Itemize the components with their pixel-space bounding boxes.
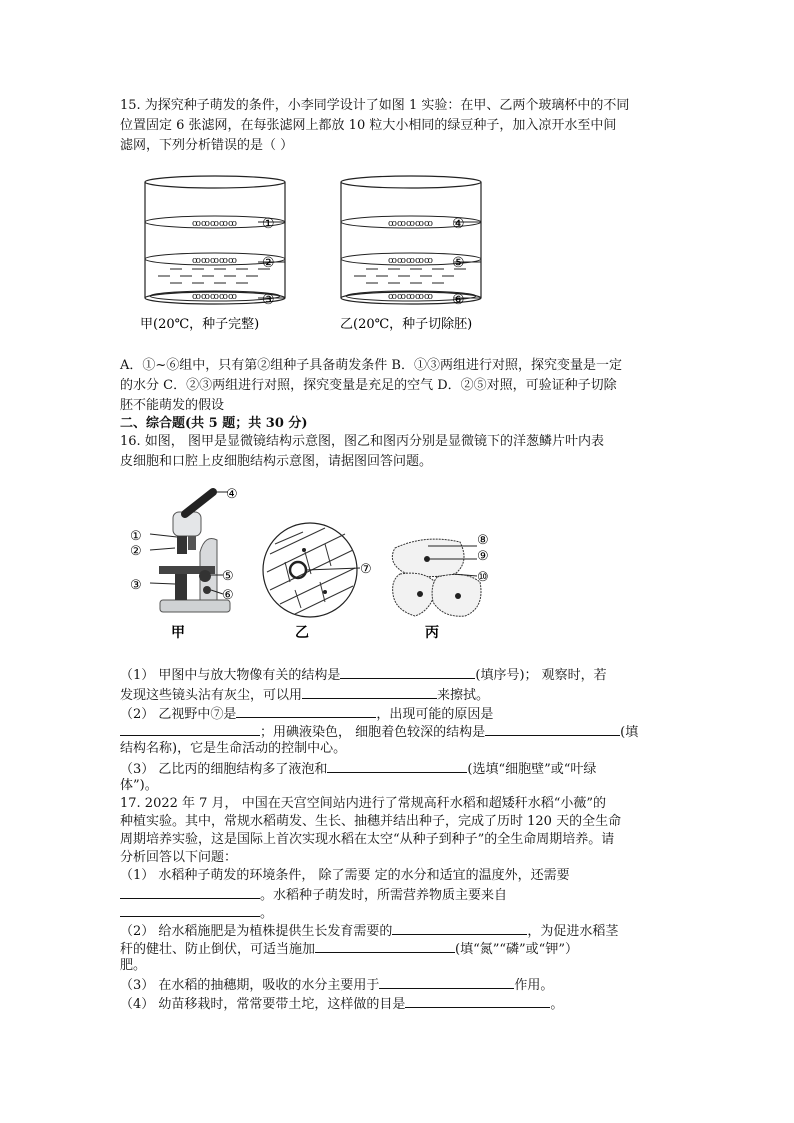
answer-blank-11[interactable]: [379, 974, 514, 989]
svg-text:ꝏꝏꝏꝏꝏ: ꝏꝏꝏꝏꝏ: [388, 256, 433, 266]
marker-q16-6: ⑥: [222, 588, 234, 603]
q17-sub1-mid: 。水稻种子萌发时，所需营养物质主要来自: [260, 888, 508, 903]
answer-blank-10[interactable]: [315, 938, 455, 953]
q16-sub2-line-3: 结构名称)，它是生命活动的控制中心。: [120, 741, 347, 756]
cup-b: [341, 176, 481, 304]
q17-sub2-cont: 秆的健壮、防止倒伏，可适当施加: [120, 942, 316, 957]
q17-sub4-end: 。: [550, 997, 564, 1012]
answer-blank-1[interactable]: [340, 664, 475, 679]
marker-4: ④: [452, 216, 465, 232]
q16-sub3-line-1: [120, 758, 596, 780]
q16-sub1-prompt: （1） 甲图中与放大物像有关的结构是: [120, 668, 341, 683]
q17-stem-line-2: 种植实验。其中，常规水稻萌发、生长、抽穗并结出种子，完成了历时 120 天的全生命: [120, 814, 622, 829]
svg-text:ꝏꝏꝏꝏꝏ: ꝏꝏꝏꝏꝏ: [192, 256, 237, 266]
q17-stem-line-1: 17. 2022 年 7 月， 中国在天宫空间站内进行了常规高秆水稻和超矮秆水稻“小薇”的: [120, 796, 606, 811]
marker-q16-5: ⑤: [222, 569, 234, 584]
q16-sub2-tail: (填: [620, 725, 639, 740]
marker-3: ③: [262, 292, 275, 308]
q17-sub2-tail: (填“氮”“磷”或“钾”）: [455, 942, 578, 957]
marker-5: ⑤: [452, 255, 465, 271]
answer-blank-8[interactable]: [120, 902, 260, 917]
marker-q16-3: ③: [130, 578, 142, 593]
q15-stem-line-2: 位置固定 6 张滤网，在每张滤网上都放 10 粒大小相同的绿豆种子，加入凉开水至中间: [120, 118, 617, 133]
svg-text:ꝏꝏꝏꝏꝏ: ꝏꝏꝏꝏꝏ: [192, 292, 237, 302]
q16-sub1-mid: (填序号)； 观察时，若: [475, 668, 607, 683]
answer-blank-5[interactable]: [485, 721, 620, 736]
svg-text:ꝏꝏꝏꝏꝏ: ꝏꝏꝏꝏꝏ: [388, 292, 433, 302]
cup-b-caption: 乙(20℃，种子切除胚): [340, 317, 473, 332]
cheek-cell-view: [392, 539, 481, 616]
marker-q16-9: ⑨: [477, 549, 489, 564]
q16-stem-line-1: 16. 如图， 图甲是显微镜结构示意图，图乙和图丙分别是显微镜下的洋葱鳞片叶内表: [120, 434, 604, 449]
q15-figure: [130, 172, 550, 342]
marker-q16-10: ⑩: [477, 570, 489, 585]
q16-sub2-cont: ；用碘液染色， 细胞着色较深的结构是: [260, 725, 486, 740]
marker-q16-2: ②: [130, 544, 142, 559]
q17-stem-line-3: 周期培养实验，这是国际上首次实现水稻在太空“从种子到种子”的全生命周期培养。请: [120, 832, 615, 847]
answer-blank-3[interactable]: [236, 703, 376, 718]
q17-sub2-line-3: 肥。: [120, 958, 147, 973]
section-heading: 二、综合题(共 5 题；共 30 分): [120, 416, 308, 431]
marker-2: ②: [262, 255, 275, 271]
answer-blank-12[interactable]: [405, 993, 550, 1008]
answer-blank-7[interactable]: [120, 884, 260, 899]
q17-sub3-end: 作用。: [514, 978, 554, 993]
q16-sub2-prompt: （2） 乙视野中⑦是: [120, 707, 237, 722]
q16-stem-line-2: 皮细胞和口腔上皮细胞结构示意图，请据图回答问题。: [120, 454, 433, 469]
q16-sub3-mid: (选填“细胞壁”或“叶绿: [467, 762, 597, 777]
answer-blank-6[interactable]: [327, 758, 467, 773]
q15-stem-line-3: 滤网，下列分析错误的是（ ）: [120, 138, 294, 153]
q17-sub3-prompt: （3） 在水稻的抽穗期，吸收的水分主要用于: [120, 978, 380, 993]
marker-1: ①: [262, 216, 275, 232]
marker-q16-4: ④: [226, 487, 238, 502]
q17-stem-line-4: 分析回答以下问题：: [120, 850, 238, 865]
microscope-illustration: [150, 492, 230, 612]
q15-options-line-1: A．①~⑥组中，只有第②组种子具备萌发条件 B．①③两组进行对照，探究变量是一定: [120, 358, 622, 373]
q17-sub4-line: [120, 993, 563, 1015]
q17-sub4-prompt: （4） 幼苗移栽时，常常要带土坨，这样做的目是: [120, 997, 406, 1012]
q16-sub1-line-1: [120, 664, 607, 686]
q17-sub2-mid: ，为促进水稻茎: [527, 924, 619, 939]
answer-blank-4[interactable]: [120, 721, 260, 736]
q17-sub2-line-2: [120, 938, 578, 960]
cup-a: [145, 176, 285, 304]
q17-sub2-prompt: （2） 给水稻施肥是为植株提供生长发育需要的: [120, 924, 393, 939]
q16-sub1-cont: 发现这些镜头沾有灰尘，可以用: [120, 688, 303, 703]
answer-blank-9[interactable]: [392, 920, 527, 935]
fig-label-jia: 甲: [171, 625, 185, 641]
marker-q16-8: ⑧: [477, 533, 489, 548]
marker-q16-1: ①: [130, 529, 142, 544]
q16-sub3-prompt: （3） 乙比丙的细胞结构多了液泡和: [120, 762, 328, 777]
q16-sub2-mid: ，出现可能的原因是: [376, 707, 494, 722]
q16-sub3-line-2: 体”)。: [120, 778, 158, 793]
q17-sub1-end: 。: [260, 906, 274, 921]
svg-text:ꝏꝏꝏꝏꝏ: ꝏꝏꝏꝏꝏ: [192, 219, 237, 229]
answer-blank-2[interactable]: [302, 684, 437, 699]
q16-sub1-end: 来擦拭。: [437, 688, 490, 703]
fig-label-yi: 乙: [295, 625, 309, 641]
svg-text:ꝏꝏꝏꝏꝏ: ꝏꝏꝏꝏꝏ: [388, 219, 433, 229]
q15-stem-line-1: 15. 为探究种子萌发的条件，小李同学设计了如图 1 实验：在甲、乙两个玻璃杯中的不同: [120, 98, 630, 113]
q16-figure: [125, 482, 525, 647]
q17-sub1-line-1: （1） 水稻种子萌发的环境条件， 除了需要 定的水分和适宜的温度外，还需要: [120, 868, 570, 883]
onion-cell-view: [263, 523, 360, 617]
cup-a-caption: 甲(20℃，种子完整): [140, 317, 260, 332]
q15-options-line-2: 的水分 C．②③两组进行对照，探究变量是充足的空气 D．②⑤对照，可验证种子切除: [120, 378, 617, 393]
fig-label-bing: 丙: [425, 625, 439, 641]
q15-options-line-3: 胚不能萌发的假设: [120, 398, 225, 413]
marker-q16-7: ⑦: [360, 562, 372, 577]
marker-6: ⑥: [452, 292, 465, 308]
